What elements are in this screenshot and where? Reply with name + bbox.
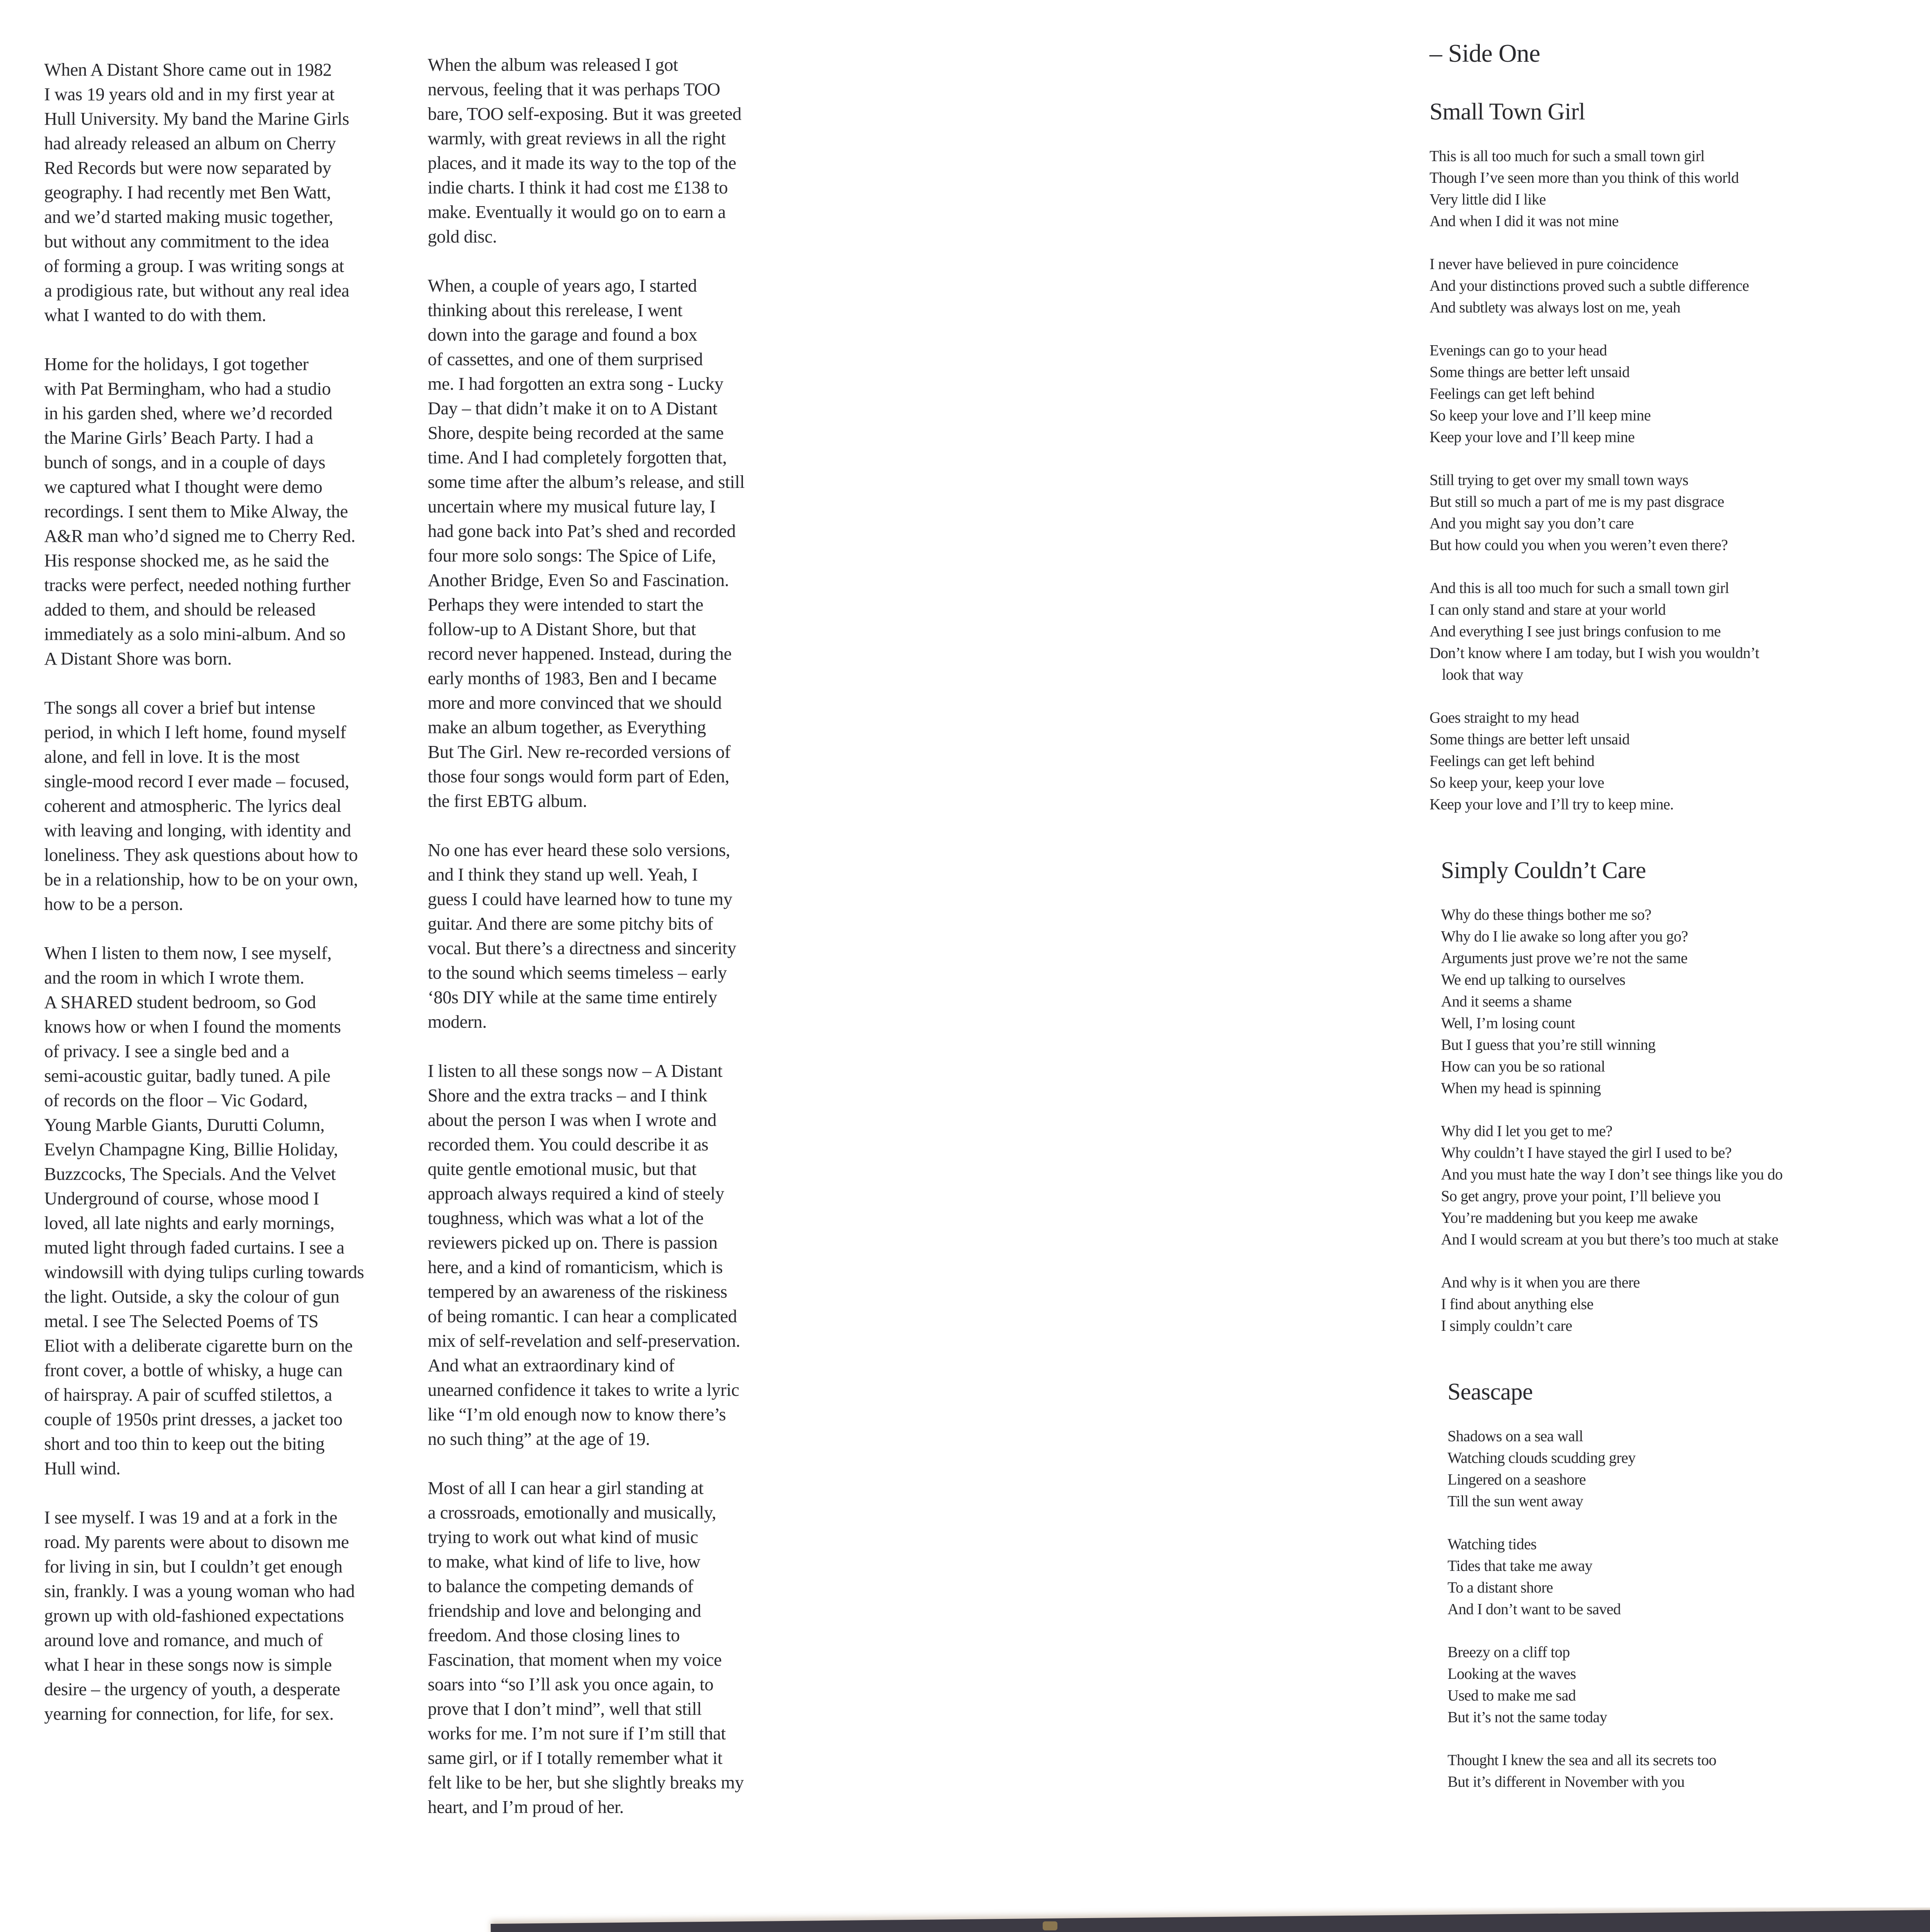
lyric-line: But still so much a part of me is my past disgrace: [1430, 493, 1724, 510]
lyric-line: Used to make me sad: [1448, 1687, 1576, 1704]
essay-paragraph: The songs all cover a brief but intense period, in which I left home, found myself alone, and fell in love. It is the most single-mood record I ever made – focused, coherent and atmospheric. The lyrics deal with leaving and longing, with identity and loneliness. They ask questions about how to be in a relationship, how to be on your own, how to be a person.: [44, 697, 358, 914]
essay-paragraph: No one has ever heard these solo versions, and I think they stand up well. Yeah, I guess I could have learned how to tune my guitar. And there are some pitchy bits of vocal. But there’s a directness and sincerity to the sound which seems timeless – early ‘80s DIY while at the same time entirely modern.: [428, 840, 736, 1032]
lyric-line: Why do these things bother me so?: [1441, 906, 1652, 923]
lyric-line: Some things are better left unsaid: [1430, 731, 1630, 748]
stanza: [1441, 1121, 1900, 1251]
lyric-line: Evenings can go to your head: [1430, 342, 1607, 359]
stanza: [1430, 340, 1900, 448]
lyric-line: And it seems a shame: [1441, 993, 1572, 1010]
stanza: [1448, 1750, 1900, 1793]
lyric-line: Shadows on a sea wall: [1448, 1428, 1583, 1445]
lyric-line: How can you be so rational: [1441, 1058, 1605, 1075]
lyric-line: Why did I let you get to me?: [1441, 1123, 1613, 1140]
song-title: Small Town Girl: [1430, 98, 1585, 125]
binding-clip-mark: [1043, 1921, 1057, 1930]
lyric-line: I can only stand and stare at your world: [1430, 601, 1666, 618]
lyric-line: Some things are better left unsaid: [1430, 364, 1630, 381]
lyric-line: Thought I knew the sea and all its secrets too: [1448, 1752, 1717, 1769]
lyric-line: Keep your love and I’ll keep mine: [1430, 429, 1635, 446]
scan-bottom-edge: [0, 1907, 1930, 1932]
lyric-line: Watching tides: [1448, 1536, 1537, 1553]
stanza: [1430, 146, 1900, 232]
essay-paragraph: I see myself. I was 19 and at a fork in the road. My parents were about to disown me for living in sin, but I couldn’t get enough sin, frankly. I was a young woman who had grown up with old-fashioned expectations around love and romance, and much of what I hear in these songs now is simple desire – the urgency of youth, a desperate yearning for connection, for life, for sex.: [44, 1507, 355, 1724]
song-list: [1430, 98, 1900, 1793]
stanza: [1441, 904, 1900, 1099]
song-lyrics: [1441, 856, 1900, 1337]
essay-paragraph: When A Distant Shore came out in 1982 I was 19 years old and in my first year at Hull University. My band the Marine Girls had already released an album on Cherry Red Records but were now separated by geography. I had recently met Ben Watt, and we’d started making music together, but without any commitment to the idea of forming a group. I was writing songs at a prodigious rate, but without any real idea what I wanted to do with them.: [44, 59, 350, 325]
essay-paragraph: When I listen to them now, I see myself, and the room in which I wrote them. A SHARED student bedroom, so God knows how or when I found the moments of privacy. I see a single bed and a semi-acoustic guitar, badly tuned. A pile of records on the floor – Vic Godard, Young Marble Giants, Durutti Column, Evelyn Champagne King, Billie Holiday, Buzzcocks, The Specials. And the Velvet Underground of course, whose mood I loved, all late nights and early mornings, muted light through faded curtains. I see a windowsill with dying tulips curling towards the light. Outside, a sky the colour of gun metal. I see The Selected Poems of TS Eliot with a deliberate cigarette burn on the front cover, a bottle of whisky, a huge can of hairspray. A pair of scuffed stilettos, a couple of 1950s print dresses, a jacket too short and too thin to keep out the biting Hull wind.: [44, 943, 364, 1478]
stanza: [1448, 1642, 1900, 1728]
lyric-line: Tides that take me away: [1448, 1557, 1593, 1575]
song-title: Simply Couldn’t Care: [1441, 857, 1646, 883]
lyric-line: Lingered on a seashore: [1448, 1471, 1586, 1488]
stanza: [1430, 577, 1900, 686]
lyric-line: This is all too much for such a small town girl: [1430, 148, 1705, 165]
lyric-line: But I guess that you’re still winning: [1441, 1036, 1656, 1054]
lyric-line: And subtlety was always lost on me, yeah: [1430, 299, 1681, 316]
stanza: [1430, 470, 1900, 556]
lyric-line: And everything I see just brings confusion to me: [1430, 623, 1721, 640]
stanza: [1448, 1534, 1900, 1620]
lyric-line: But how could you when you weren’t even there?: [1430, 537, 1728, 554]
lyric-line: So keep your, keep your love: [1430, 774, 1605, 791]
lyric-line: So keep your love and I’ll keep mine: [1430, 407, 1651, 424]
lyric-line: And when I did it was not mine: [1430, 213, 1619, 230]
lyric-line: Till the sun went away: [1448, 1493, 1583, 1510]
lyric-line: Why do I lie awake so long after you go?: [1441, 928, 1688, 945]
essay-paragraph: Home for the holidays, I got together with Pat Bermingham, who had a studio in his garden shed, where we’d recorded the Marine Girls’ Beach Party. I had a bunch of songs, and in a couple of days we captured what I thought were demo recordings. I sent them to Mike Alway, the A&R man who’d signed me to Cherry Red. His response shocked me, as he said the tracks were perfect, needed nothing further added to them, and should be released immediately as a solo mini-album. And so A Distant Shore was born.: [44, 354, 355, 669]
lyric-line: And this is all too much for such a small town girl: [1430, 580, 1729, 597]
lyric-line: And I don’t want to be saved: [1448, 1601, 1621, 1618]
lyric-line: I simply couldn’t care: [1441, 1317, 1572, 1334]
lyric-line: Goes straight to my head: [1430, 709, 1579, 726]
lyric-line: And your distinctions proved such a subtle difference: [1430, 277, 1749, 294]
lyric-line: Well, I’m losing count: [1441, 1015, 1575, 1032]
lyric-line: Arguments just prove we’re not the same: [1441, 950, 1688, 967]
stanza: [1430, 707, 1900, 815]
essay-paragraph: When the album was released I got nervous, feeling that it was perhaps TOO bare, TOO self-exposing. But it was greeted warmly, with great reviews in all the right places, and it made its way to the top of the indie charts. I think it had cost me £138 to make. Eventually it would go on to earn a gold disc.: [428, 54, 742, 247]
song-title: Seascape: [1448, 1378, 1533, 1405]
lyric-line: And I would scream at you but there’s too much at stake: [1441, 1231, 1778, 1248]
lyric-line: Feelings can get left behind: [1430, 385, 1595, 402]
lyric-line: We end up talking to ourselves: [1441, 971, 1625, 988]
lyric-line: Still trying to get over my small town ways: [1430, 472, 1688, 489]
lyric-line: And you must hate the way I don’t see things like you do: [1441, 1166, 1783, 1183]
lyrics-column: [1430, 39, 1900, 1834]
stanza: [1430, 254, 1900, 319]
side-heading: – Side One: [1430, 40, 1540, 67]
lyric-line: Don’t know where I am today, but I wish you wouldn’t: [1430, 645, 1759, 662]
stanza: [1448, 1426, 1900, 1512]
lyric-line: When my head is spinning: [1441, 1080, 1601, 1097]
essay-paragraph: Most of all I can hear a girl standing at a crossroads, emotionally and musically, trying to work out what kind of music to make, what kind of life to live, how to balance the competing demands of friendship and love and belonging and freedom. And those closing lines to Fascination, that moment when my voice soars into “so I’ll ask you once again, to prove that I don’t mind”, well that still works for me. I’m not sure if I’m still that same girl, or if I totally remember what it felt like to be her, but she slightly breaks my heart, and I’m proud of her.: [428, 1478, 744, 1817]
stanza: [1441, 1272, 1900, 1337]
lyric-line: But it’s not the same today: [1448, 1709, 1607, 1726]
lyric-line: And why is it when you are there: [1441, 1274, 1640, 1291]
lyric-line: I find about anything else: [1441, 1296, 1593, 1313]
song-lyrics: [1430, 98, 1900, 815]
lyric-line: And you might say you don’t care: [1430, 515, 1634, 532]
lyric-line: Watching clouds scudding grey: [1448, 1449, 1636, 1467]
lyric-line: So get angry, prove your point, I’ll believe you: [1441, 1188, 1721, 1205]
lyric-line: Very little did I like: [1430, 191, 1546, 208]
essay-paragraph: I listen to all these songs now – A Distant Shore and the extra tracks – and I think about the person I was when I wrote and recorded them. You could describe it as quite gentle emotional music, but that approach always required a kind of steely toughness, which was what a lot of the reviewers picked up on. There is passion here, and a kind of romanticism, which is tempered by an awareness of the riskiness of being romantic. I can hear a complicated mix of self-revelation and self-preservation. And what an extraordinary kind of unearned confidence it takes to write a lyric like “I’m old enough now to know there’s no such thing” at the age of 19.: [428, 1060, 741, 1449]
lyric-line: You’re maddening but you keep me awake: [1441, 1209, 1698, 1227]
essay-column-2: [428, 52, 816, 1844]
essay-column-1: [44, 57, 429, 1750]
page-edge-shadow: [491, 1907, 1930, 1932]
song-lyrics: [1448, 1378, 1900, 1793]
lyric-line: Keep your love and I’ll try to keep mine.: [1430, 796, 1674, 813]
lyric-line: Looking at the waves: [1448, 1665, 1576, 1683]
lyric-line: Why couldn’t I have stayed the girl I used to be?: [1441, 1144, 1732, 1161]
lyric-line: look that way: [1442, 666, 1524, 683]
lyric-line: Breezy on a cliff top: [1448, 1644, 1570, 1661]
lyric-line: But it’s different in November with you: [1448, 1773, 1685, 1790]
lyric-line: To a distant shore: [1448, 1579, 1553, 1596]
lyric-line: Feelings can get left behind: [1430, 753, 1595, 770]
lyric-line: Though I’ve seen more than you think of this world: [1430, 169, 1739, 186]
lyric-line: I never have believed in pure coincidence: [1430, 256, 1679, 273]
essay-paragraph: When, a couple of years ago, I started thinking about this rerelease, I went down into the garage and found a box of cassettes, and one of them surprised me. I had forgotten an extra song - Lucky Day – that didn’t make it on to A Distant Shore, despite being recorded at the same time. And I had completely forgotten that, some time after the album’s release, and still uncertain where my musical future lay, I had gone back into Pat’s shed and recorded four more solo songs: The Spice of Life, Another Bridge, Even So and Fascination. Perhaps they were intended to start the follow-up to A Distant Shore, but that record never happened. Instead, during the early months of 1983, Ben and I became more and more convinced that we should make an album together, as Everything But The Girl. New re-recorded versions of those four songs would form part of Eden, the first EBTG album.: [428, 275, 745, 811]
